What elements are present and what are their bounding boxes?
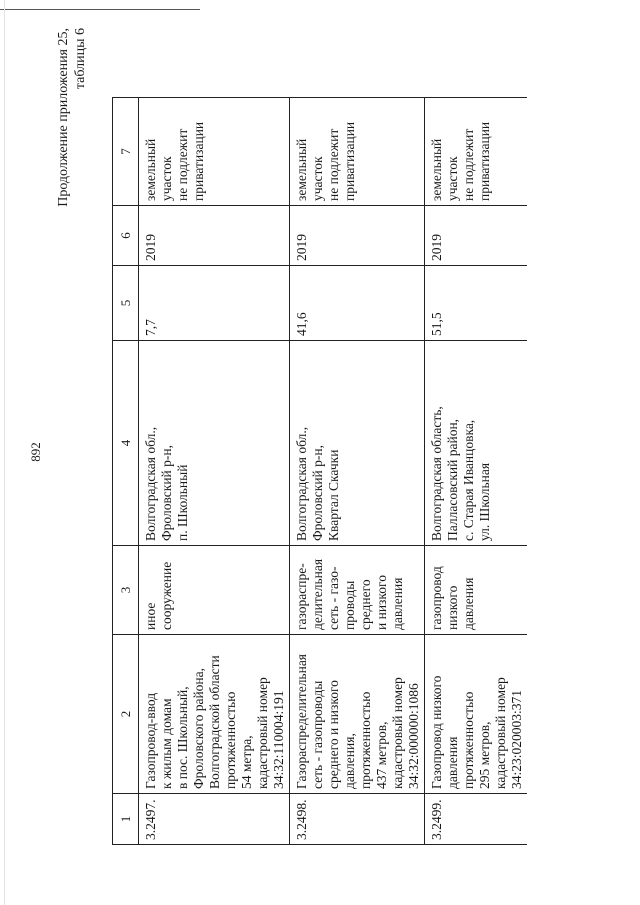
object-address	[290, 341, 425, 546]
object-address-line: Палласовский район,	[445, 418, 460, 541]
table-body	[139, 98, 528, 845]
row-number: 3.2499.	[425, 794, 528, 845]
object-name-line: Газопровод-ввод	[143, 692, 158, 789]
column-header: 2	[113, 635, 139, 794]
object-name-line: давления	[445, 736, 460, 789]
object-value: 7,7	[139, 266, 290, 341]
land-status-line: земельный	[294, 138, 309, 201]
land-status-line: земельный	[143, 138, 158, 201]
object-type-line: сооружение	[159, 561, 174, 630]
object-name-line: сеть - газопроводы	[310, 680, 325, 789]
object-name-line: Фроловского района,	[191, 667, 206, 789]
object-name-line: к жилым домам	[159, 698, 174, 789]
table-row	[290, 98, 425, 845]
land-status-line: приватизации	[342, 121, 357, 201]
object-name-line: кадастровый номер	[493, 677, 508, 789]
object-address-line: Волгоградская обл.,	[294, 426, 309, 541]
object-address-line: Волгоградская обл.,	[143, 426, 158, 541]
object-type-line: газопровод	[429, 566, 444, 630]
object-name-line: 34:32:000000:1086	[406, 683, 421, 789]
table-row	[425, 98, 528, 845]
object-name	[290, 635, 425, 794]
object-name-line: среднего и низкого	[326, 680, 341, 789]
table-caption	[55, 28, 89, 207]
caption-line: Продолжение приложения 25,	[56, 28, 71, 207]
object-name-line: Газораспределительная	[294, 653, 309, 789]
land-status	[290, 98, 425, 206]
object-year: 2019	[425, 206, 528, 266]
object-value: 41,6	[290, 266, 425, 341]
object-name-line: 437 метров,	[374, 721, 389, 789]
column-header: 3	[113, 546, 139, 635]
object-name	[425, 635, 528, 794]
object-name-line: кадастровый номер	[255, 677, 270, 789]
object-name-line: Газопровод низкого	[429, 675, 444, 789]
object-type-line: и низкого	[374, 575, 389, 630]
object-name-line: 34:32:110004:191	[271, 690, 286, 789]
object-type-line: газораспре-	[294, 563, 309, 630]
object-type-line: иное	[143, 602, 158, 630]
table-row	[139, 98, 290, 845]
land-status-line: участок	[310, 156, 325, 201]
object-type	[290, 546, 425, 635]
object-address-line: Фроловский р-н,	[159, 445, 174, 541]
object-type-line: низкого	[445, 585, 460, 630]
object-address-line: с. Старая Иванцовка,	[461, 419, 476, 541]
object-name-line: протяженностью	[223, 691, 238, 789]
object-address-line: Фроловский р-н,	[310, 445, 325, 541]
land-status-line: не подлежит	[175, 128, 190, 201]
object-name-line: в пос. Школьный,	[175, 686, 190, 789]
object-address	[425, 341, 528, 546]
column-header: 7	[113, 98, 139, 206]
object-address-line: Волгоградская область,	[429, 406, 444, 541]
object-type	[139, 546, 290, 635]
land-status	[425, 98, 528, 206]
column-header: 5	[113, 266, 139, 341]
object-address-line: ул. Школьная	[477, 462, 492, 541]
object-name-line: Волгоградской области	[207, 655, 222, 789]
land-status-line: участок	[159, 156, 174, 201]
object-address-line: п. Школьный	[175, 464, 190, 541]
object-type-line: давления	[461, 577, 476, 630]
land-status-line: приватизации	[477, 121, 492, 201]
land-status-line: не подлежит	[461, 128, 476, 201]
column-header: 4	[113, 341, 139, 546]
registry-table	[112, 97, 527, 845]
object-type-line: давления	[390, 577, 405, 630]
table-header-row	[113, 98, 139, 845]
land-status	[139, 98, 290, 206]
object-value: 51,5	[425, 266, 528, 341]
land-status-line: участок	[445, 156, 460, 201]
object-type-line: проводы	[342, 580, 357, 630]
object-name-line: кадастровый номер	[390, 677, 405, 789]
land-status-line: приватизации	[191, 121, 206, 201]
object-name-line: 295 метров,	[477, 721, 492, 789]
page-number: 892	[28, 442, 43, 462]
object-name-line: давления,	[342, 733, 357, 789]
column-header: 1	[113, 794, 139, 845]
land-status-line: не подлежит	[326, 128, 341, 201]
row-number: 3.2498.	[290, 794, 425, 845]
object-type-line: среднего	[358, 579, 373, 630]
object-year: 2019	[290, 206, 425, 266]
object-year: 2019	[139, 206, 290, 266]
land-status-line: земельный	[429, 138, 444, 201]
object-type-line: сеть - газо-	[326, 566, 341, 630]
object-type	[425, 546, 528, 635]
object-name-line: 34:23:020003:371	[509, 689, 524, 789]
object-address-line: Квартал Скачки	[326, 449, 341, 541]
object-type-line: делительная	[310, 558, 325, 630]
object-name-line: протяженностью	[358, 691, 373, 789]
row-number: 3.2497.	[139, 794, 290, 845]
object-address	[139, 341, 290, 546]
caption-line: таблицы 6	[73, 28, 88, 90]
object-name-line: протяженностью	[461, 691, 476, 789]
object-name	[139, 635, 290, 794]
object-name-line: 54 метра,	[239, 735, 254, 789]
column-header: 6	[113, 206, 139, 266]
